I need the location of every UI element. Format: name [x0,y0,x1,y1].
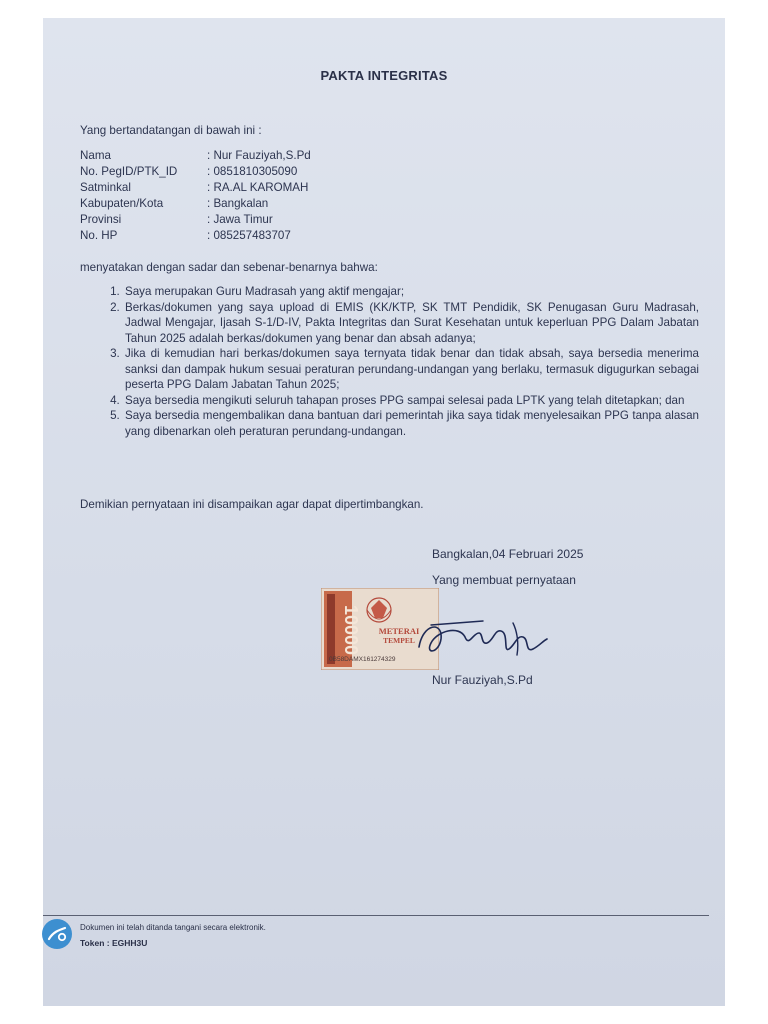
identity-label: Satminkal [80,181,131,194]
stamp-serial: 0B58DAMX161274329 [329,656,396,663]
identity-value: : Jawa Timur [207,213,273,226]
place-date: Bangkalan,04 Februari 2025 [432,547,584,561]
intro-text: Yang bertandatangan di bawah ini : [80,124,262,137]
identity-value: : Nur Fauziyah,S.Pd [207,149,311,162]
maker-label: Yang membuat pernyataan [432,573,576,587]
statement-item: 5. Saya bersedia mengembalikan dana bantuan dari pemerintah jika saya tidak menyelesaikan PPG tanpa alasan yang dibenarkan oleh peraturan perundang-undangan. [123,408,699,439]
identity-label: No. PegID/PTK_ID [80,165,178,178]
identity-label: Provinsi [80,213,122,226]
identity-label: Nama [80,149,111,162]
identity-value: : Bangkalan [207,197,269,210]
esign-seal-icon [41,918,73,950]
statement-item: 4. Saya bersedia mengikuti seluruh tahapan proses PPG sampai selesai pada LPTK yang telah ditetapkan; dan [123,393,699,409]
identity-value: : 0851810305090 [207,165,298,178]
document-title: PAKTA INTEGRITAS [320,68,448,83]
stamp-amount: 10000 [341,604,361,656]
esign-note: Dokumen ini telah ditanda tangani secara elektronik. [80,923,266,932]
document-page [43,18,725,1006]
statement-item: 2. Berkas/dokumen yang saya upload di EMIS (KK/KTP, SK TMT Pendidik, SK Penugasan Guru Madrasah, Jadwal Mengajar, Ijasah S-1/D-IV, Pakta Integritas dan Surat Kesehatan untuk keperluan PPG Dalam Jabatan Tahun 2025 adalah berkas/dokumen yang benar dan absah adanya; [123,300,699,347]
footer-divider [43,915,709,916]
token-text: Token : EGHH3U [80,938,148,948]
statement-item: 3. Jika di kemudian hari berkas/dokumen saya ternyata tidak benar dan tidak absah, saya bersedia menerima sanksi dan dampak hukum sesuai peraturan perundang-undangan yang berlaku, termasuk digugurkan sebagai peserta PPG Dalam Jabatan Tahun 2025; [123,346,699,393]
statement-item: 1. Saya merupakan Guru Madrasah yang aktif mengajar; [123,284,699,300]
statement-list [101,284,699,439]
signer-name: Nur Fauziyah,S.Pd [432,673,533,687]
declaration-intro: menyatakan dengan sadar dan sebenar-benarnya bahwa: [80,261,378,274]
identity-value: : 085257483707 [207,229,291,242]
signature-icon [413,603,553,663]
identity-label: Kabupaten/Kota [80,197,164,210]
identity-value: : RA.AL KAROMAH [207,181,309,194]
closing-text: Demikian pernyataan ini disampaikan agar dapat dipertimbangkan. [80,498,424,511]
stamp-label-meterai: METERAI [378,626,420,636]
stamp-label-tempel: TEMPEL [383,636,415,645]
identity-label: No. HP [80,229,118,242]
